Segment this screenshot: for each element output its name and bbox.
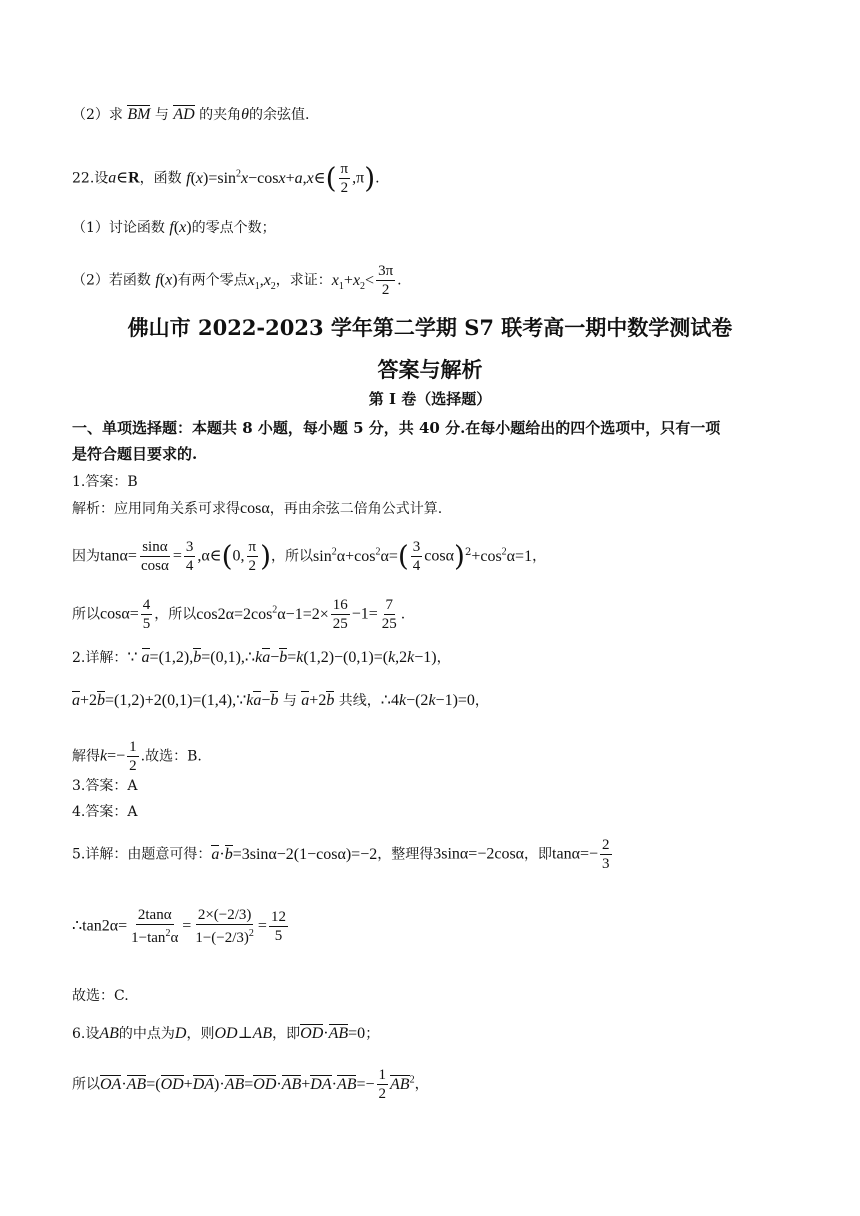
a3-answer: 3.答案：A bbox=[72, 778, 138, 794]
a1-line3: 因为tanα= $\frac{\sin\alpha}{\cos\alpha}$ = $\frac{3}{4}$ ,α∈(0, $\frac{\pi}{2}$ )，所以$\sin^2\alpha+\cos^2\alpha=$( $\frac{3}{4}$ $\cos\alpha)^2+\cos^2\alpha=1$， bbox=[72, 539, 547, 574]
a2-line1: 2.详解：∵ a=(1,2),b=(0,1),∴ka−b=k(1,2)−(0,1)=(k,2k−1)， bbox=[72, 649, 451, 666]
q22-part1: （1）讨论函数 f(x)的零点个数； bbox=[72, 219, 276, 236]
q22-part2: （2）若函数 f(x)有两个零点$x_1,x_2$，求证：$x_1+x_2<$ $\frac{3\pi}{2}$ . bbox=[72, 263, 402, 298]
a4-answer: 4.答案：A bbox=[72, 804, 138, 820]
section-heading: 第 I 卷（选择题） bbox=[368, 390, 492, 408]
a5-conclusion: 故选：C. bbox=[72, 988, 129, 1004]
a6-line1: 6.设AB的中点为D，则OD⊥AB，即OD·AB=0； bbox=[72, 1025, 380, 1042]
part-one-heading-1: 一、单项选择题：本题共 8 小题，每小题 5 分，共 40 分.在每小题给出的四个选项中，只有一项 bbox=[72, 419, 721, 437]
a1-line4: 所以cosα= $\frac{4}{5}$ ，所以$\cos 2\alpha=2\cos^2\alpha-1=2\times$ $\frac{16}{25}$ −1= $\frac{7}{25}$ . bbox=[72, 597, 406, 632]
q21-part2: （2）求 BM 与 AD 的夹角θ的余弦值. bbox=[72, 106, 310, 123]
a2-line2: a+2b=(1,2)+2(0,1)=(1,4),∵ka−b 与 a+2b 共线，∴4k−(2k−1)=0， bbox=[72, 692, 489, 709]
a6-line2: 所以OA·AB=(OD+DA)·AB=OD·AB+DA·AB=− $\frac{1}{2}$ $AB^2$， bbox=[72, 1067, 429, 1102]
a1-answer: 1.答案：B bbox=[72, 474, 138, 490]
part-one-heading-2: 是符合题目要求的. bbox=[72, 445, 198, 463]
doc-subtitle: 答案与解析 bbox=[377, 357, 483, 382]
a5-line1: 5.详解：由题意可得：a·b=3sinα−2(1−cosα)=−2，整理得3sinα=−2cosα，即tanα=− $\frac{2}{3}$ bbox=[72, 837, 610, 872]
q22-stem: 22.设a∈R，函数 $f(x)=\sin^2x-\cos x+a,x\in$( $\frac{\pi}{2}$ ,π). bbox=[72, 161, 380, 196]
a1-analysis: 解析：应用同角关系可求得cosα，再由余弦二倍角公式计算. bbox=[72, 500, 443, 517]
a5-line2: ∴tan2α= $\frac{2\tan\alpha}{1-\tan^2\alpha}$ = $\frac{2\times(-2/3)}{1-(-2/3)^2}$ = $\frac{12}{5}$ bbox=[72, 907, 286, 946]
a2-solve: 解得k=− $\frac{1}{2}$ .故选：B. bbox=[72, 739, 202, 774]
doc-title: 佛山市 2022-2023 学年第二学期 S7 联考高一期中数学测试卷 bbox=[127, 315, 733, 340]
